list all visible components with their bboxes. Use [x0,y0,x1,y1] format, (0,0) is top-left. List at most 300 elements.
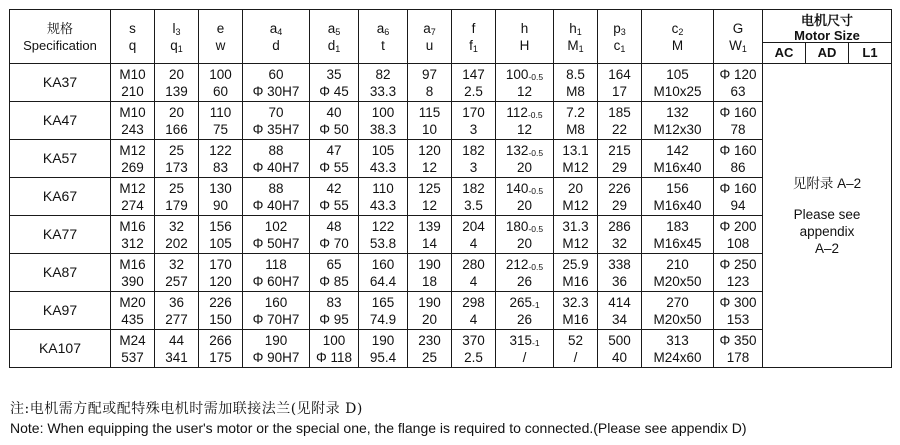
table-cell [359,254,408,292]
cell-value-top: 122 [371,218,395,234]
cell-value-bottom: 17 [611,83,628,99]
table-cell [642,64,714,102]
cell-value-top: Φ 300 [719,294,757,310]
cell-value-top: 100 [371,104,395,120]
table-cell [496,254,554,292]
cell-value-top: 142 [666,142,689,158]
column-header-top: $c_2$ [671,20,684,37]
cell-value-top: 110 [209,104,232,120]
table-cell [554,140,598,178]
cell-value-top: Φ 200 [719,218,757,234]
table-cell [408,292,452,330]
cell-value-bottom: 175 [209,349,232,365]
cell-value-bottom: 179 [165,197,188,213]
cell-value-bottom: Φ 30H7 [252,83,300,99]
table-cell [310,330,359,368]
cell-value-bottom: 64.4 [369,273,397,289]
table-cell [408,140,452,178]
cell-value-bottom: M16 [562,273,589,289]
cell-value-bottom: M12x30 [653,121,702,137]
cell-value-top: 20 [168,66,185,82]
column-header-top: $l_3$ [172,20,181,37]
cell-value-top: 20 [567,180,584,196]
cell-value-bottom: 173 [165,159,188,175]
table-cell [714,178,763,216]
cell-value-top: 414 [608,294,631,310]
column-header [452,10,496,64]
cell-value-top: 164 [608,66,631,82]
cell-value-bottom: 26 [516,311,533,327]
column-header-top: $h_1$ [569,20,582,37]
table-cell [408,254,452,292]
motor-col-l1: L1 [848,43,891,63]
cell-value-bottom: 435 [121,311,144,327]
cell-value-top: 130 [209,180,232,196]
column-header [408,10,452,64]
table-cell [243,216,310,254]
cell-value-bottom: 32 [611,235,628,251]
cell-value-bottom: 75 [212,121,229,137]
cell-value-top: $112_{-0.5}$ [506,104,543,120]
cell-value-top: 170 [462,104,485,120]
table-cell [408,102,452,140]
cell-value-bottom: / [573,349,578,365]
table-cell [714,140,763,178]
cell-value-top: 160 [264,294,288,310]
cell-value-bottom: M20x50 [653,273,702,289]
cell-value-bottom: M12 [562,197,589,213]
cell-value-top: 97 [421,66,438,82]
table-cell [155,216,199,254]
motor-size-cn: 电机尺寸 [800,13,853,28]
table-cell [496,140,554,178]
table-cell [452,178,496,216]
table-cell [199,216,243,254]
cell-value-top: 31.3 [562,218,589,234]
table-cell [199,102,243,140]
motor-col-ac: AC [774,45,794,60]
table-cell [714,216,763,254]
specification-header [10,10,111,64]
column-header-top: $a_7$ [423,20,436,37]
model-cell: KA47 [10,102,111,140]
column-header-bottom: d [272,37,280,53]
cell-value-bottom: 537 [121,349,144,365]
table-cell [598,216,642,254]
column-header-bottom: w [215,37,226,53]
cell-value-bottom: 12 [516,121,533,137]
cell-value-bottom: Φ 40H7 [252,197,300,213]
table-cell [111,216,155,254]
column-header-top: $a_4$ [269,20,283,37]
column-header-top: $a_6$ [376,20,390,37]
cell-value-bottom: M10x25 [653,83,702,99]
cell-value-bottom: 22 [611,121,628,137]
cell-value-top: $132_{-0.5}$ [505,142,544,158]
column-header-bottom: t [381,37,385,53]
cell-value-bottom: 38.3 [369,121,397,137]
cell-value-bottom: Φ 118 [315,349,353,365]
cell-value-top: 132 [666,104,689,120]
table-cell [199,330,243,368]
cell-value-top: 298 [462,294,485,310]
cell-value-top: 160 [371,256,395,272]
model-cell: KA87 [10,254,111,292]
model-cell: KA97 [10,292,111,330]
cell-value-bottom: Φ 50H7 [252,235,300,251]
cell-value-bottom: 14 [421,235,438,251]
table-cell [554,330,598,368]
cell-value-top: 32 [168,256,185,272]
cell-value-bottom: 153 [726,311,750,327]
table-cell [642,140,714,178]
cell-value-bottom: 29 [611,197,628,213]
table-row [10,102,892,140]
cell-value-top: 36 [168,294,185,310]
cell-value-top: 88 [268,142,284,158]
cell-value-bottom: M16x40 [653,197,702,213]
cell-value-top: $212_{-0.5}$ [505,256,544,272]
cell-value-top: 190 [371,332,395,348]
table-cell [359,64,408,102]
cell-value-top: 102 [264,218,288,234]
cell-value-bottom: 3 [469,121,478,137]
cell-value-bottom: Φ 60H7 [252,273,300,289]
table-cell [111,292,155,330]
cell-value-top: 100 [322,332,346,348]
table-cell [310,216,359,254]
table-cell [111,102,155,140]
model-cell: KA77 [10,216,111,254]
cell-value-bottom: Φ 90H7 [252,349,300,365]
header-row [10,10,892,64]
cell-value-bottom: Φ 70 [319,235,349,251]
cell-value-top: 60 [268,66,284,82]
cell-value-bottom: M16x45 [653,235,702,251]
cell-value-bottom: 277 [165,311,188,327]
cell-value-bottom: 43.3 [369,159,397,175]
spec-header-cn: 规格 [46,20,73,36]
cell-value-bottom: 63 [730,83,746,99]
cell-value-bottom: / [522,349,527,365]
appendix-cn: 见附录 A–2 [792,175,862,191]
table-cell [598,254,642,292]
cell-value-bottom: M12 [562,235,589,251]
table-cell [554,178,598,216]
table-cell [714,64,763,102]
table-row [10,178,892,216]
table-cell [243,178,310,216]
cell-value-bottom: 94 [730,197,746,213]
column-header [714,10,763,64]
cell-value-top: 100 [209,66,232,82]
cell-value-bottom: 86 [730,159,746,175]
table-cell [199,178,243,216]
column-header [111,10,155,64]
table-cell [598,64,642,102]
column-header-bottom: $c_1$ [613,37,626,54]
column-header [310,10,359,64]
cell-value-bottom: Φ 95 [319,311,349,327]
cell-value-top: 270 [666,294,689,310]
table-row [10,330,892,368]
cell-value-bottom: M12 [562,159,589,175]
appendix-en-line: A–2 [814,240,840,256]
cell-value-top: 83 [326,294,342,310]
table-cell [496,292,554,330]
table-cell [554,102,598,140]
table-cell [408,64,452,102]
column-header-bottom: M [671,37,684,53]
table-cell [714,254,763,292]
table-cell [554,216,598,254]
table-cell [310,292,359,330]
cell-value-top: 13.1 [562,142,589,158]
cell-value-top: Φ 160 [719,142,757,158]
table-cell [359,102,408,140]
column-header-top: $a_5$ [327,20,341,37]
column-header [243,10,310,64]
table-cell [359,178,408,216]
cell-value-bottom: 20 [421,311,438,327]
cell-value-bottom: 2.5 [464,349,483,365]
cell-value-bottom: 108 [726,235,750,251]
cell-value-top: 120 [418,142,441,158]
table-cell [243,330,310,368]
cell-value-top: 210 [666,256,689,272]
cell-value-bottom: 2.5 [464,83,483,99]
cell-value-top: M20 [119,294,146,310]
cell-value-bottom: M8 [566,121,585,137]
table-cell [714,102,763,140]
cell-value-bottom: 43.3 [369,197,397,213]
table-cell [243,64,310,102]
cell-value-top: 147 [462,66,485,82]
cell-value-top: 25 [168,142,185,158]
cell-value-bottom: 139 [165,83,188,99]
cell-value-bottom: 3 [469,159,478,175]
table-cell [554,64,598,102]
cell-value-top: M10 [119,104,146,120]
note-english: Note: When equipping the user's motor or the special one, the flange is required to connected.(Please see appendix D) [10,420,747,436]
table-cell [155,64,199,102]
column-header-bottom: $q_1$ [170,37,183,54]
cell-value-bottom: 123 [726,273,750,289]
cell-value-bottom: M16 [562,311,589,327]
cell-value-bottom: 202 [165,235,188,251]
cell-value-top: 185 [608,104,631,120]
cell-value-bottom: 390 [121,273,144,289]
cell-value-bottom: M8 [566,83,585,99]
table-cell [310,64,359,102]
table-cell [496,102,554,140]
cell-value-bottom: 150 [209,311,232,327]
table-cell [554,254,598,292]
cell-value-top: 47 [326,142,342,158]
table-cell [310,178,359,216]
cell-value-top: M16 [119,218,146,234]
column-header-bottom: $M_1$ [567,37,584,54]
cell-value-bottom: 33.3 [369,83,397,99]
table-cell [452,102,496,140]
cell-value-bottom: 12 [421,197,438,213]
cell-value-top: Φ 120 [719,66,757,82]
table-cell [155,102,199,140]
cell-value-top: $180_{-0.5}$ [505,218,544,234]
cell-value-bottom: 8 [425,83,434,99]
table-cell [642,330,714,368]
column-header-top: f [471,20,476,36]
cell-value-bottom: 274 [121,197,144,213]
cell-value-top: 32 [168,218,185,234]
table-cell [199,64,243,102]
cell-value-bottom: 4 [469,273,478,289]
model-cell: KA37 [10,64,111,102]
cell-value-top: $315_{-1}$ [509,332,540,348]
cell-value-top: M10 [119,66,146,82]
table-cell [243,254,310,292]
table-cell [452,64,496,102]
table-cell [642,178,714,216]
cell-value-top: 25 [168,180,185,196]
table-cell [642,254,714,292]
table-cell [408,178,452,216]
column-header-bottom: $d_1$ [327,37,341,54]
cell-value-bottom: 10 [421,121,438,137]
table-cell [243,292,310,330]
cell-value-top: 190 [264,332,288,348]
cell-value-top: M12 [119,180,146,196]
cell-value-top: 165 [371,294,395,310]
cell-value-top: 182 [462,142,485,158]
motor-col-ad: AD [805,43,848,63]
cell-value-top: 20 [168,104,185,120]
cell-value-top: 52 [567,332,584,348]
cell-value-bottom: 178 [726,349,750,365]
cell-value-top: 44 [168,332,185,348]
cell-value-top: 82 [375,66,391,82]
table-cell [598,292,642,330]
column-header [642,10,714,64]
cell-value-bottom: Φ 50 [319,121,349,137]
cell-value-top: 32.3 [562,294,589,310]
cell-value-top: 110 [372,180,394,196]
cell-value-bottom: 12 [421,159,438,175]
cell-value-top: Φ 350 [719,332,757,348]
cell-value-top: 370 [462,332,485,348]
column-header-bottom: $W_1$ [729,37,747,54]
column-header-bottom: q [128,37,137,53]
cell-value-top: 183 [666,218,689,234]
cell-value-bottom: 20 [516,197,533,213]
cell-value-bottom: 83 [212,159,229,175]
table-cell [554,292,598,330]
cell-value-top: 313 [666,332,689,348]
appendix-en-line: Please see [793,206,861,222]
cell-value-bottom: 26 [516,273,533,289]
table-cell [199,254,243,292]
table-cell [111,178,155,216]
cell-value-top: M12 [119,142,146,158]
cell-value-top: 215 [608,142,631,158]
cell-value-top: 65 [326,256,342,272]
cell-value-top: Φ 250 [719,256,757,272]
cell-value-top: 7.2 [566,104,585,120]
cell-value-bottom: Φ 35H7 [252,121,300,137]
table-cell [598,102,642,140]
table-cell [359,216,408,254]
motor-size-header [763,10,892,64]
cell-value-top: 35 [326,66,342,82]
table-cell [408,330,452,368]
cell-value-bottom: 25 [421,349,438,365]
cell-value-top: 139 [418,218,441,234]
note-chinese: 注:电机需方配或配特殊电机时需加联接法兰(见附录 D) [10,401,363,417]
cell-value-top: 125 [418,180,441,196]
cell-value-top: 190 [418,294,441,310]
cell-value-bottom: Φ 55 [319,159,349,175]
cell-value-bottom: 210 [121,83,144,99]
table-cell [155,292,199,330]
column-header-top: $p_3$ [613,20,626,37]
appendix-en-line: appendix [799,223,855,239]
cell-value-top: 25.9 [562,256,589,272]
cell-value-top: M16 [119,256,146,272]
table-cell [310,254,359,292]
cell-value-bottom: Φ 85 [319,273,349,289]
cell-value-top: 170 [209,256,232,272]
motor-dimension-table [9,9,892,368]
cell-value-bottom: Φ 70H7 [252,311,300,327]
column-header [598,10,642,64]
cell-value-bottom: Φ 40H7 [252,159,300,175]
table-cell [496,64,554,102]
cell-value-top: 182 [462,180,485,196]
table-cell [598,330,642,368]
table-cell [243,140,310,178]
cell-value-bottom: 243 [121,121,144,137]
cell-value-bottom: 341 [165,349,188,365]
table-row [10,292,892,330]
cell-value-bottom: 29 [611,159,628,175]
cell-value-top: 230 [418,332,441,348]
cell-value-bottom: 74.9 [369,311,397,327]
cell-value-top: 500 [608,332,631,348]
column-header [359,10,408,64]
cell-value-bottom: Φ 55 [319,197,349,213]
table-cell [452,330,496,368]
cell-value-bottom: 4 [469,311,478,327]
table-cell [359,140,408,178]
column-header-top: G [732,20,744,36]
table-cell [452,254,496,292]
table-body [10,64,892,368]
table-cell [310,140,359,178]
table-cell [155,178,199,216]
cell-value-bottom: 40 [611,349,628,365]
table-cell [714,330,763,368]
cell-value-top: 266 [209,332,232,348]
table-row [10,140,892,178]
column-header-bottom: H [519,37,530,53]
table-cell [714,292,763,330]
cell-value-top: $100_{-0.5}$ [505,66,544,82]
cell-value-bottom: 53.8 [369,235,397,251]
cell-value-top: $140_{-0.5}$ [505,180,544,196]
column-header [199,10,243,64]
cell-value-bottom: 269 [121,159,144,175]
cell-value-top: 156 [666,180,689,196]
